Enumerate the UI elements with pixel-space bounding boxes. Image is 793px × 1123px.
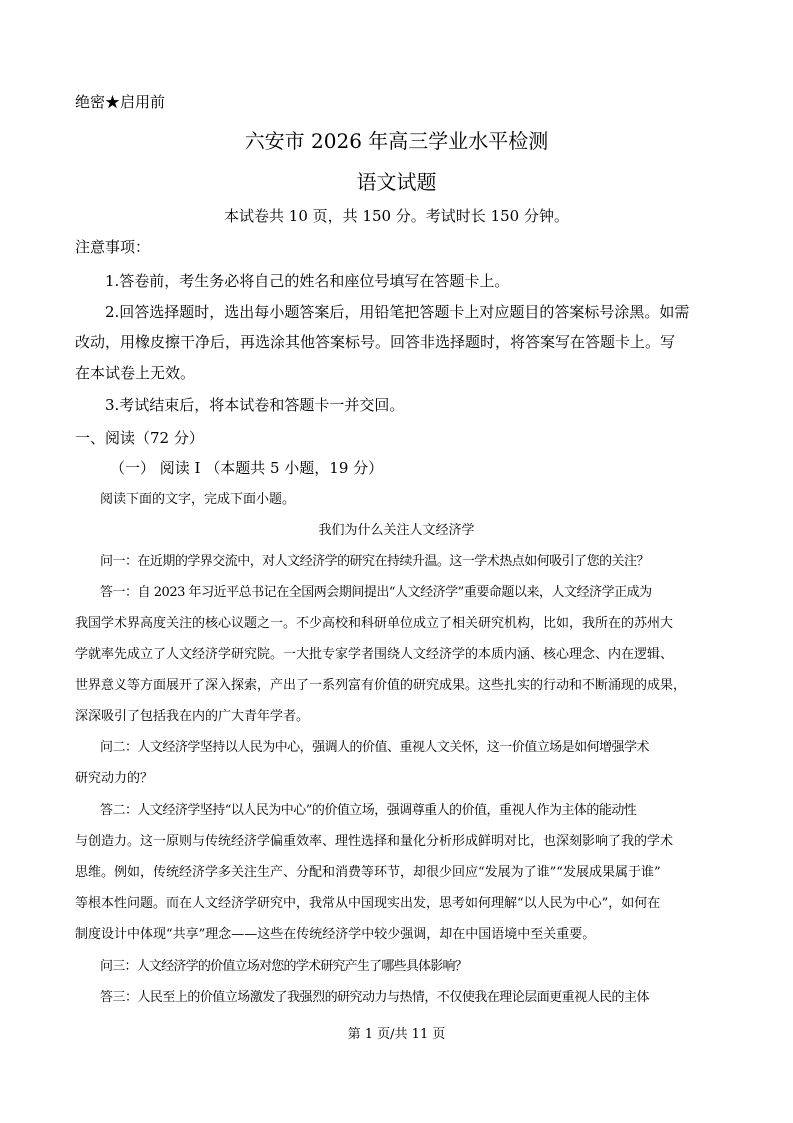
notice-item-2-line-1: 2.回答选择题时，选出每小题答案后，用铅笔把答题卡上对应题目的答案标号涂黑。如需 (105, 303, 690, 321)
article-line: 问三：人文经济学的价值立场对您的学术研究产生了哪些具体影响？ (100, 959, 467, 974)
notice-heading: 注意事项： (75, 238, 151, 256)
article-line: 答一：自 2023 年习近平总书记在全国两会期间提出“人文经济学”重要命题以来，人文经济学正成为 (100, 585, 652, 600)
article-line: 世界意义等方面展开了深入探索，产出了一系列富有价值的研究成果。这些扎实的行动和不断涌现的成果， (75, 678, 687, 693)
article-title: 我们为什么关注人文经济学 (318, 523, 475, 538)
notice-item-2-line-3: 在本试卷上无效。 (75, 364, 196, 382)
article-line: 思维。例如，传统经济学多关注生产、分配和消费等环节，却很少回应“发展为了谁”“发展成果属于谁” (75, 865, 661, 880)
article-line: 等根本性问题。而在人文经济学研究中，我常从中国现实出发，思考如何理解“以人民为中心”，如何在 (75, 896, 661, 911)
notice-item-3: 3.考试结束后，将本试卷和答题卡一并交回。 (105, 396, 405, 414)
secret-mark: 绝密★启用前 (75, 93, 166, 111)
article-line: 学就率先成立了人文经济学研究院。一大批专家学者围绕人文经济学的本质内涵、核心理念、内在逻辑、 (75, 647, 674, 662)
article-line: 我国学术界高度关注的核心议题之一。不少高校和科研单位成立了相关研究机构，比如，我所在的苏州大 (75, 616, 674, 631)
article-line: 答三：人民至上的价值立场激发了我强烈的研究动力与热情，不仅使我在理论层面更重视人民的主体 (100, 990, 649, 1005)
notice-item-1: 1.答卷前，考生务必将自己的姓名和座位号填写在答题卡上。 (105, 272, 510, 290)
article-line: 答二：人文经济学坚持“以人民为中心”的价值立场，强调尊重人的价值，重视人作为主体的能动性 (100, 803, 637, 818)
subsection-heading: （一） 阅读 I （本题共 5 小题，19 分） (110, 459, 384, 477)
exam-subtitle: 语文试题 (356, 170, 437, 194)
notice-item-2-line-2: 改动，用橡皮擦干净后，再选涂其他答案标号。回答非选择题时，将答案写在答题卡上。写 (75, 333, 676, 351)
article-line: 与创造力。这一原则与传统经济学偏重效率、理性选择和量化分析形成鲜明对比，也深刻影响了我的学术 (75, 834, 674, 849)
reading-instruction: 阅读下面的文字，完成下面小题。 (100, 492, 296, 507)
article-line: 制度设计中体现“共享”理念——这些在传统经济学中较少强调，却在中国语境中至关重要。 (75, 927, 596, 942)
exam-title: 六安市 2026 年高三学业水平检测 (244, 129, 549, 153)
article-line: 深深吸引了包括我在内的广大青年学者。 (75, 709, 310, 724)
article-line: 问一：在近期的学界交流中，对人文经济学的研究在持续升温。这一学术热点如何吸引了您的关注？ (100, 554, 649, 569)
page-footer: 第 1 页/共 11 页 (347, 1027, 446, 1042)
article-line: 研究动力的？ (75, 771, 154, 786)
exam-info: 本试卷共 10 页，共 150 分。考试时长 150 分钟。 (224, 207, 569, 225)
article-line: 问二：人文经济学坚持以人民为中心，强调人的价值、重视人文关怀，这一价值立场是如何增强学术 (100, 740, 649, 755)
section-heading: 一、阅读（72 分） (75, 429, 204, 447)
